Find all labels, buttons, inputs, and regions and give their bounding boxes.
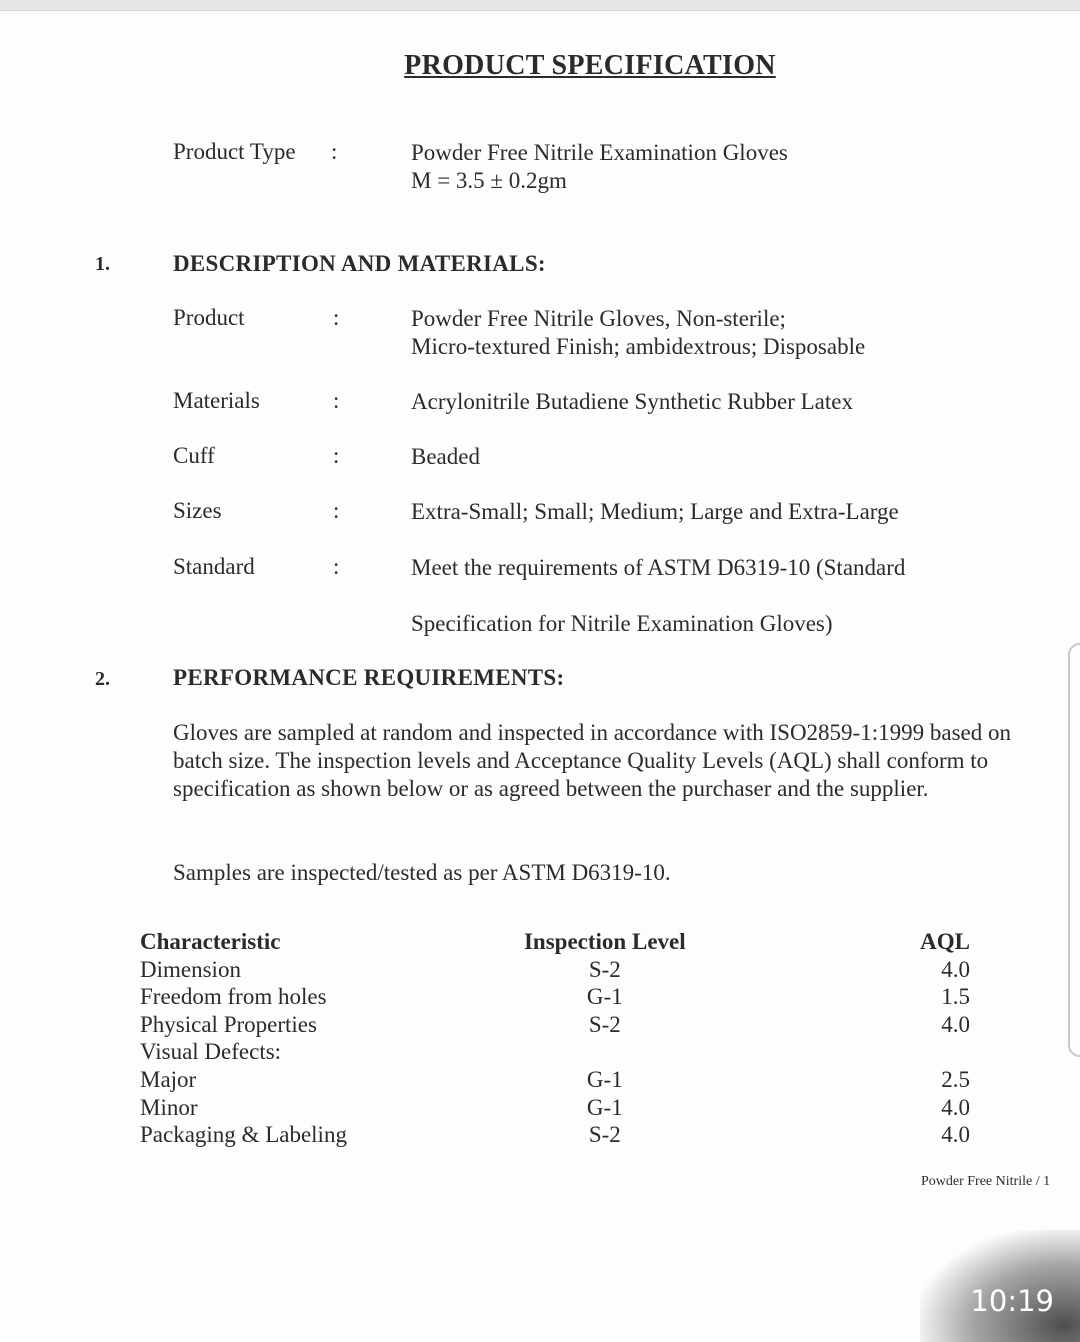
cell-inspection-level: S-2 [588,956,621,982]
header-characteristic: Characteristic [140,929,281,954]
section1-number: 1. [95,253,110,275]
table-row [140,1094,990,1122]
cell-inspection-level: G-1 [586,1094,623,1120]
spec-label-product: Product [173,305,245,330]
section2-heading: PERFORMANCE REQUIREMENTS: [173,665,565,690]
table-row [140,1121,990,1149]
header-inspection-level: Inspection Level [523,929,686,954]
table-row [140,956,990,984]
cell-characteristic: Visual Defects: [140,1039,282,1065]
cell-characteristic: Minor [140,1094,198,1120]
performance-paragraph: Gloves are sampled at random and inspected in accordance with ISO2859-1:1999 based on batch size. The inspection levels and Acceptance Quality Levels (AQL) shall conform to specification as shown below or as agreed between the purchaser and the supplier. [173,720,1011,801]
product-type-label: Product Type [173,139,296,164]
header-aql: AQL [920,929,970,954]
scroll-handle[interactable] [1068,643,1080,1057]
top-edge-strip [0,0,1080,11]
page-title: PRODUCT SPECIFICATION [404,50,776,81]
table-row [140,1011,990,1039]
table-row [140,1038,990,1066]
footer-note: Powder Free Nitrile / 1 [921,1174,1051,1189]
section1-heading: DESCRIPTION AND MATERIALS: [173,251,546,276]
spec-value-sizes: Extra-Small; Small; Medium; Large and Extra-Large [411,499,899,524]
spec-value-cuff: Beaded [411,444,480,469]
cell-inspection-level: G-1 [586,984,623,1010]
cell-inspection-level [463,1038,746,1066]
spec-label-materials: Materials [173,388,260,413]
spec-colon-cuff: : [333,443,340,468]
clock-overlay [920,1230,1080,1342]
spec-value-product-line1: Powder Free Nitrile Gloves, Non-sterile; [411,306,786,331]
cell-characteristic: Major [140,1066,197,1092]
spec-colon-product: : [333,305,340,330]
spec-value-standard-line1: Meet the requirements of ASTM D6319-10 (Standard [411,555,906,580]
spec-colon-sizes: : [333,498,340,523]
cell-aql: 4.0 [941,1122,970,1148]
cell-characteristic: Dimension [140,956,241,982]
spec-label-sizes: Sizes [173,498,222,523]
cell-characteristic: Physical Properties [140,1011,317,1037]
table-row [140,983,990,1011]
cell-inspection-level: S-2 [588,1011,621,1037]
product-type-value-line1: Powder Free Nitrile Examination Gloves [411,140,788,165]
cell-aql: 1.5 [941,984,970,1010]
spec-value-standard-line2: Specification for Nitrile Examination Gloves) [411,611,833,636]
cell-characteristic: Packaging & Labeling [140,1122,347,1148]
section2-number: 2. [95,668,110,690]
spec-colon-materials: : [333,388,340,413]
cell-aql: 4.0 [941,956,970,982]
spec-value-materials: Acrylonitrile Butadiene Synthetic Rubber Latex [411,389,853,414]
cell-inspection-level: G-1 [586,1066,623,1092]
spec-colon-standard: : [333,554,340,579]
inspection-table [140,928,990,1149]
product-type-colon: : [331,139,338,164]
table-row [140,1066,990,1094]
samples-paragraph: Samples are inspected/tested as per ASTM D6319-10. [173,860,671,885]
cell-aql: 4.0 [941,1011,970,1037]
cell-inspection-level: S-2 [588,1122,621,1148]
spec-label-standard: Standard [173,554,255,579]
table-header-row [140,928,990,956]
spec-value-product-line2: Micro-textured Finish; ambidextrous; Disposable [411,334,866,359]
cell-aql: 2.5 [941,1066,970,1092]
product-type-value-line2: M = 3.5 ± 0.2gm [411,168,567,193]
cell-aql: 4.0 [941,1094,970,1120]
spec-label-cuff: Cuff [173,443,215,468]
clock-time: 10:19 [970,1284,1054,1318]
cell-characteristic: Freedom from holes [140,984,327,1010]
cell-aql [746,1038,990,1066]
